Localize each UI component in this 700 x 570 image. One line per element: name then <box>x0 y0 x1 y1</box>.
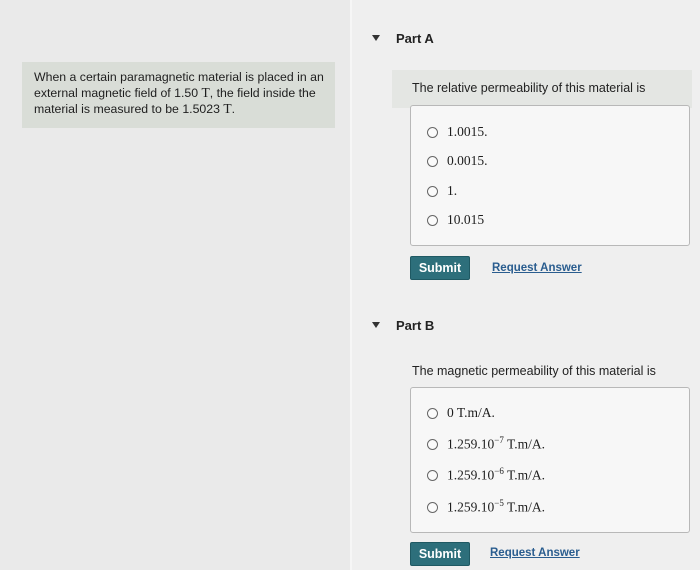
part-a-title: Part A <box>396 30 434 46</box>
part-a-request-answer-link[interactable]: Request Answer <box>492 262 582 274</box>
problem-line-3: material is measured to be 1.5023 T. <box>34 101 236 116</box>
caret-down-icon <box>372 35 380 41</box>
radio-empty-icon[interactable] <box>427 502 438 513</box>
radio-empty-icon[interactable] <box>427 408 438 419</box>
radio-empty-icon[interactable] <box>427 156 438 167</box>
part-a-submit-button[interactable]: Submit <box>410 256 470 280</box>
part-b-option-2[interactable]: $1.259.10^{-7}$ T.m/A. <box>427 435 545 453</box>
problem-line-1: When a certain paramagnetic material is placed in an <box>34 70 324 84</box>
caret-down-icon <box>372 322 380 328</box>
radio-empty-icon[interactable] <box>427 186 438 197</box>
parts-panel <box>352 0 700 570</box>
problem-statement <box>22 62 335 128</box>
part-b-submit-button[interactable]: Submit <box>410 542 470 566</box>
part-b-option-3[interactable]: $1.259.10^{-6}$ T.m/A. <box>427 466 545 484</box>
radio-empty-icon[interactable] <box>427 215 438 226</box>
part-b-header[interactable] <box>372 314 692 336</box>
part-b-request-answer-link[interactable]: Request Answer <box>490 547 580 559</box>
part-b-title: Part B <box>396 317 435 333</box>
part-a-options <box>410 105 690 246</box>
part-a-header[interactable] <box>372 27 692 49</box>
part-a-option-1[interactable]: 1.0015. <box>427 123 488 141</box>
part-b-options <box>410 387 690 533</box>
radio-empty-icon[interactable] <box>427 470 438 481</box>
part-b-option-4[interactable]: $1.259.10^{-5}$ T.m/A. <box>427 498 545 516</box>
unit-tesla: T <box>201 85 210 100</box>
radio-empty-icon[interactable] <box>427 127 438 138</box>
problem-line-2: external magnetic field of 1.50 T, the field inside the <box>34 85 316 100</box>
part-b-option-1[interactable]: 0 T.m/A. <box>427 404 495 422</box>
part-a-option-3[interactable]: 1. <box>427 182 457 200</box>
part-a-question: The relative permeability of this material is <box>412 81 646 95</box>
part-b-question: The magnetic permeability of this material is <box>412 364 656 378</box>
part-a-option-2[interactable]: 0.0015. <box>427 152 488 170</box>
unit-tesla: T <box>223 101 232 116</box>
radio-empty-icon[interactable] <box>427 439 438 450</box>
part-a-option-4[interactable]: 10.015 <box>427 211 484 229</box>
